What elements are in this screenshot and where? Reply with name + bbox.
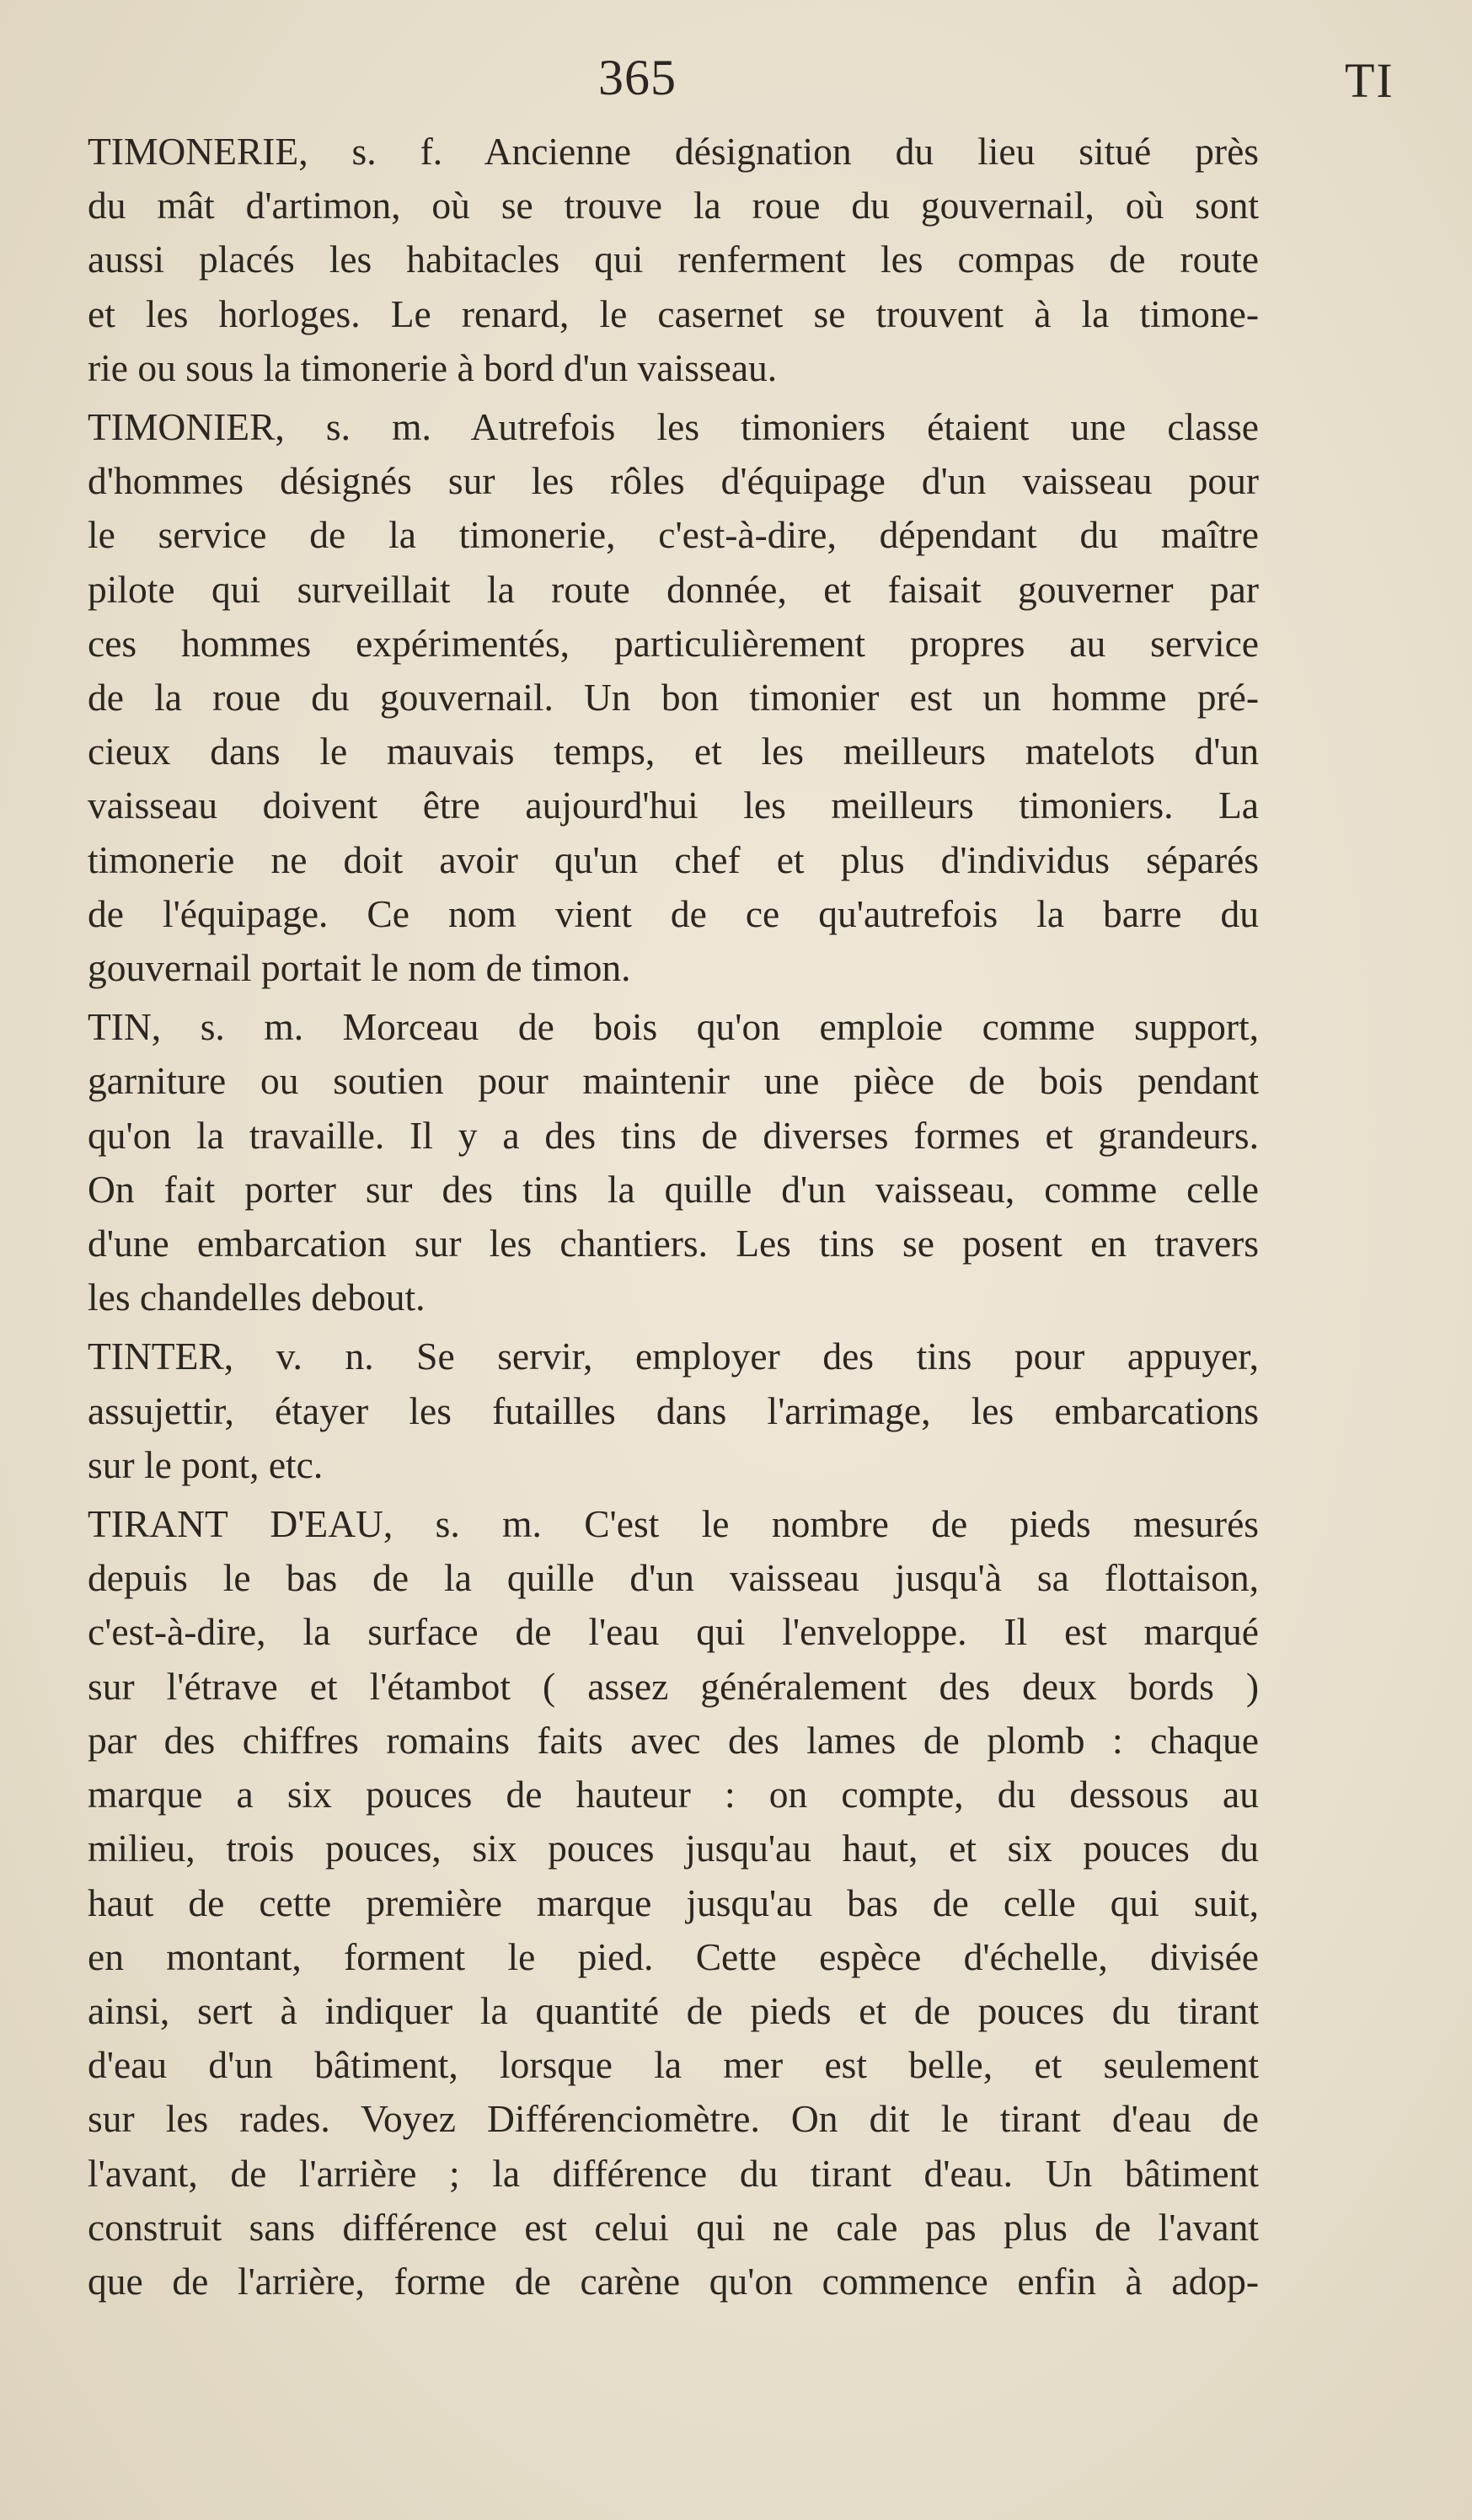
text-line: On fait porter sur des tins la quille d'un vaisseau, comme celle [88, 1167, 1259, 1211]
dictionary-text [88, 125, 1259, 2314]
entry-tinter [88, 1330, 1259, 1492]
entry-timonier [88, 400, 1259, 995]
text-line: d'eau d'un bâtiment, lorsque la mer est belle, et seulement [88, 2043, 1259, 2087]
entry-tirant-d-eau [88, 1497, 1259, 2309]
text-line: aussi placés les habitacles qui renferment les compas de route [88, 238, 1259, 281]
text-line: garniture ou soutien pour maintenir une pièce de bois pendant [88, 1059, 1259, 1103]
text-line: en montant, forment le pied. Cette espèce d'échelle, divisée [88, 1934, 1259, 1978]
text-line: marque a six pouces de hauteur : on compte, du dessous au [88, 1773, 1259, 1816]
text-line: les chandelles debout. [88, 1276, 426, 1319]
entry-timonerie [88, 125, 1259, 395]
text-line: rie ou sous la timonerie à bord d'un vaisseau. [88, 345, 778, 389]
text-line: vaisseau doivent être aujourd'hui les meilleurs timoniers. La [88, 784, 1259, 827]
text-line: cieux dans le mauvais temps, et les meilleurs matelots d'un [88, 730, 1259, 773]
text-line: de la roue du gouvernail. Un bon timonier est un homme pré- [88, 676, 1259, 720]
text-line: qu'on la travaille. Il y a des tins de diverses formes et grandeurs. [88, 1113, 1259, 1157]
text-line: que de l'arrière, forme de carène qu'on commence enfin à adop- [88, 2259, 1259, 2303]
text-line: haut de cette première marque jusqu'au bas de celle qui suit, [88, 1881, 1259, 1924]
text-line: par des chiffres romains faits avec des lames de plomb : chaque [88, 1718, 1259, 1762]
text-line: TIMONIER, s. m. Autrefois les timoniers étaient une classe [88, 405, 1259, 449]
entry-tin [88, 1000, 1259, 1324]
text-line: du mât d'artimon, où se trouve la roue du gouvernail, où sont [88, 184, 1259, 227]
text-line: le service de la timonerie, c'est-à-dire, dépendant du maître [88, 513, 1259, 557]
text-line: assujettir, étayer les futailles dans l'arrimage, les embarcations [88, 1388, 1259, 1432]
text-line: TIRANT D'EAU, s. m. C'est le nombre de pieds mesurés [88, 1502, 1259, 1546]
text-line: pilote qui surveillait la route donnée, et faisait gouverner par [88, 567, 1259, 611]
page-header [0, 49, 1472, 116]
text-line: de l'équipage. Ce nom vient de ce qu'autrefois la barre du [88, 891, 1259, 935]
text-line: ainsi, sert à indiquer la quantité de pieds et de pouces du tirant [88, 1988, 1259, 2032]
text-line: l'avant, de l'arrière ; la différence du tirant d'eau. Un bâtiment [88, 2151, 1259, 2195]
text-line: construit sans différence est celui qui ne cale pas plus de l'avant [88, 2205, 1259, 2249]
text-line: timonerie ne doit avoir qu'un chef et plus d'individus séparés [88, 837, 1259, 881]
text-line: sur l'étrave et l'étambot ( assez généralement des deux bords ) [88, 1664, 1259, 1708]
text-line: TIN, s. m. Morceau de bois qu'on emploie comme support, [88, 1005, 1259, 1049]
page-number: 365 [598, 50, 677, 105]
text-line: milieu, trois pouces, six pouces jusqu'au haut, et six pouces du [88, 1827, 1259, 1870]
text-line: TIMONERIE, s. f. Ancienne désignation du lieu situé près [88, 130, 1259, 173]
text-line: c'est-à-dire, la surface de l'eau qui l'enveloppe. Il est marqué [88, 1610, 1259, 1654]
text-line: et les horloges. Le renard, le casernet se trouvent à la timone- [88, 292, 1259, 335]
text-line: d'hommes désignés sur les rôles d'équipage d'un vaisseau pour [88, 459, 1259, 503]
text-line: gouvernail portait le nom de timon. [88, 946, 631, 990]
running-head: TI [1345, 53, 1394, 108]
text-line: depuis le bas de la quille d'un vaisseau jusqu'à sa flottaison, [88, 1556, 1259, 1600]
text-line: ces hommes expérimentés, particulièrement propres au service [88, 621, 1259, 665]
text-line: TINTER, v. n. Se servir, employer des tins pour appuyer, [88, 1335, 1259, 1378]
text-line: sur le pont, etc. [88, 1442, 324, 1486]
text-line: sur les rades. Voyez Différenciomètre. On dit le tirant d'eau de [88, 2097, 1259, 2141]
text-line: d'une embarcation sur les chantiers. Les tins se posent en travers [88, 1222, 1259, 1265]
